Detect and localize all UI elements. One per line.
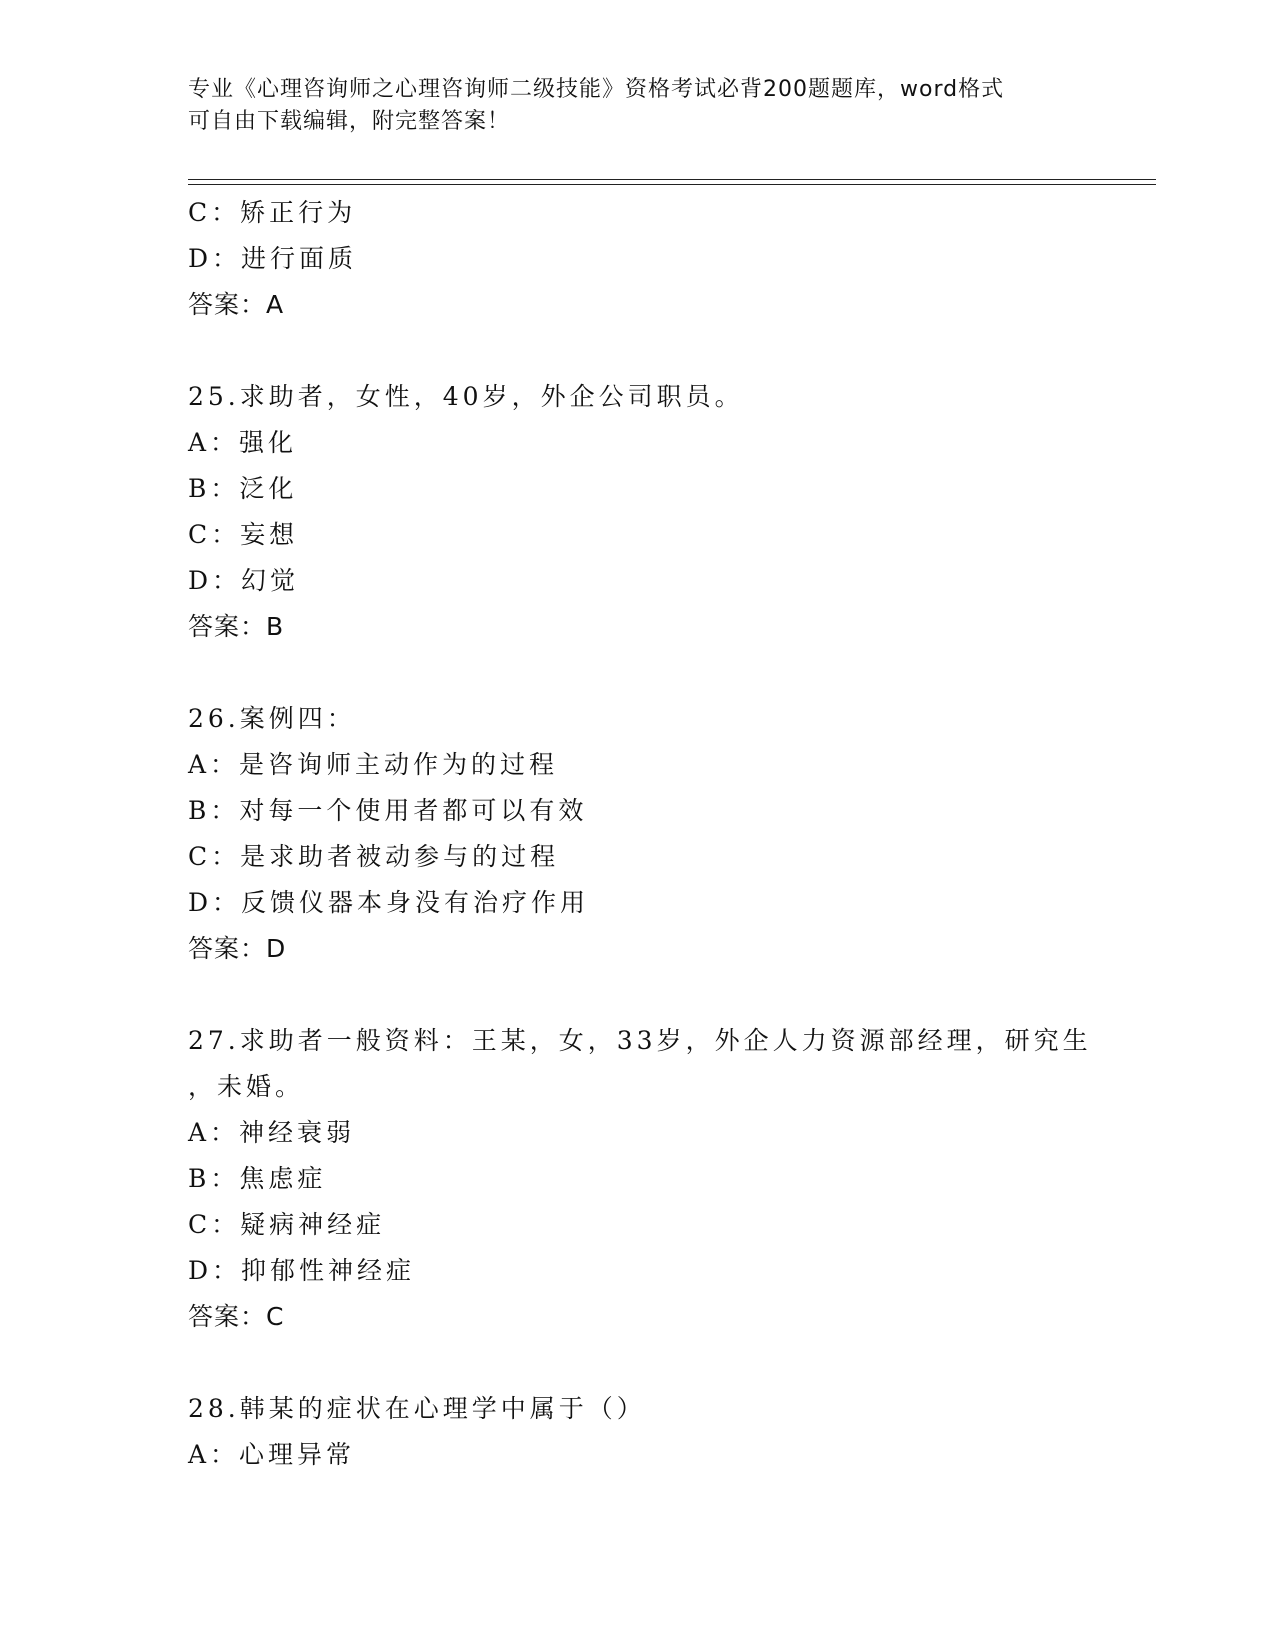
option-c: C：是求助者被动参与的过程 — [188, 842, 560, 871]
question-text: 28.韩某的症状在心理学中属于（） — [188, 1394, 646, 1423]
question-text: 25.求助者，女性，40岁，外企公司职员。 — [188, 382, 744, 411]
question-block-25 — [188, 374, 1156, 650]
option-b: B：焦虑症 — [188, 1164, 327, 1193]
header-divider-top — [188, 179, 1156, 180]
option-a: A：神经衰弱 — [188, 1118, 356, 1147]
question-list — [188, 190, 1156, 1478]
question-block-28 — [188, 1386, 1156, 1478]
option-d: D：反馈仪器本身没有治疗作用 — [188, 888, 590, 917]
answer-label: 答案：C — [188, 1302, 285, 1331]
option-c: C：疑病神经症 — [188, 1210, 386, 1239]
option-c: C：矫正行为 — [188, 198, 357, 227]
question-block-27 — [188, 1018, 1156, 1340]
question-text: 26.案例四： — [188, 704, 356, 733]
answer-label: 答案：A — [188, 290, 285, 319]
question-text: 27.求助者一般资料：王某，女，33岁，外企人力资源部经理，研究生 — [188, 1026, 1092, 1055]
option-b: B：对每一个使用者都可以有效 — [188, 796, 588, 825]
option-d: D：抑郁性神经症 — [188, 1256, 416, 1285]
option-a: A：强化 — [188, 428, 298, 457]
header-divider-bottom — [188, 184, 1156, 185]
answer-label: 答案：B — [188, 612, 285, 641]
option-a: A：是咨询师主动作为的过程 — [188, 750, 559, 779]
option-c: C：妄想 — [188, 520, 299, 549]
option-d: D：进行面质 — [188, 244, 358, 273]
option-d: D：幻觉 — [188, 566, 300, 595]
header-title-line-2: 可自由下载编辑，附完整答案！ — [188, 109, 511, 134]
answer-label: 答案：D — [188, 934, 287, 963]
header-title-line-1: 专业《心理咨询师之心理咨询师二级技能》资格考试必背200题题库，word格式 — [188, 77, 1005, 102]
question-text-continued: ，未婚。 — [188, 1072, 305, 1101]
option-a: A：心理异常 — [188, 1440, 356, 1469]
question-block-26 — [188, 696, 1156, 972]
question-block-24 — [188, 190, 1156, 328]
document-header — [188, 74, 1088, 138]
option-b: B：泛化 — [188, 474, 298, 503]
